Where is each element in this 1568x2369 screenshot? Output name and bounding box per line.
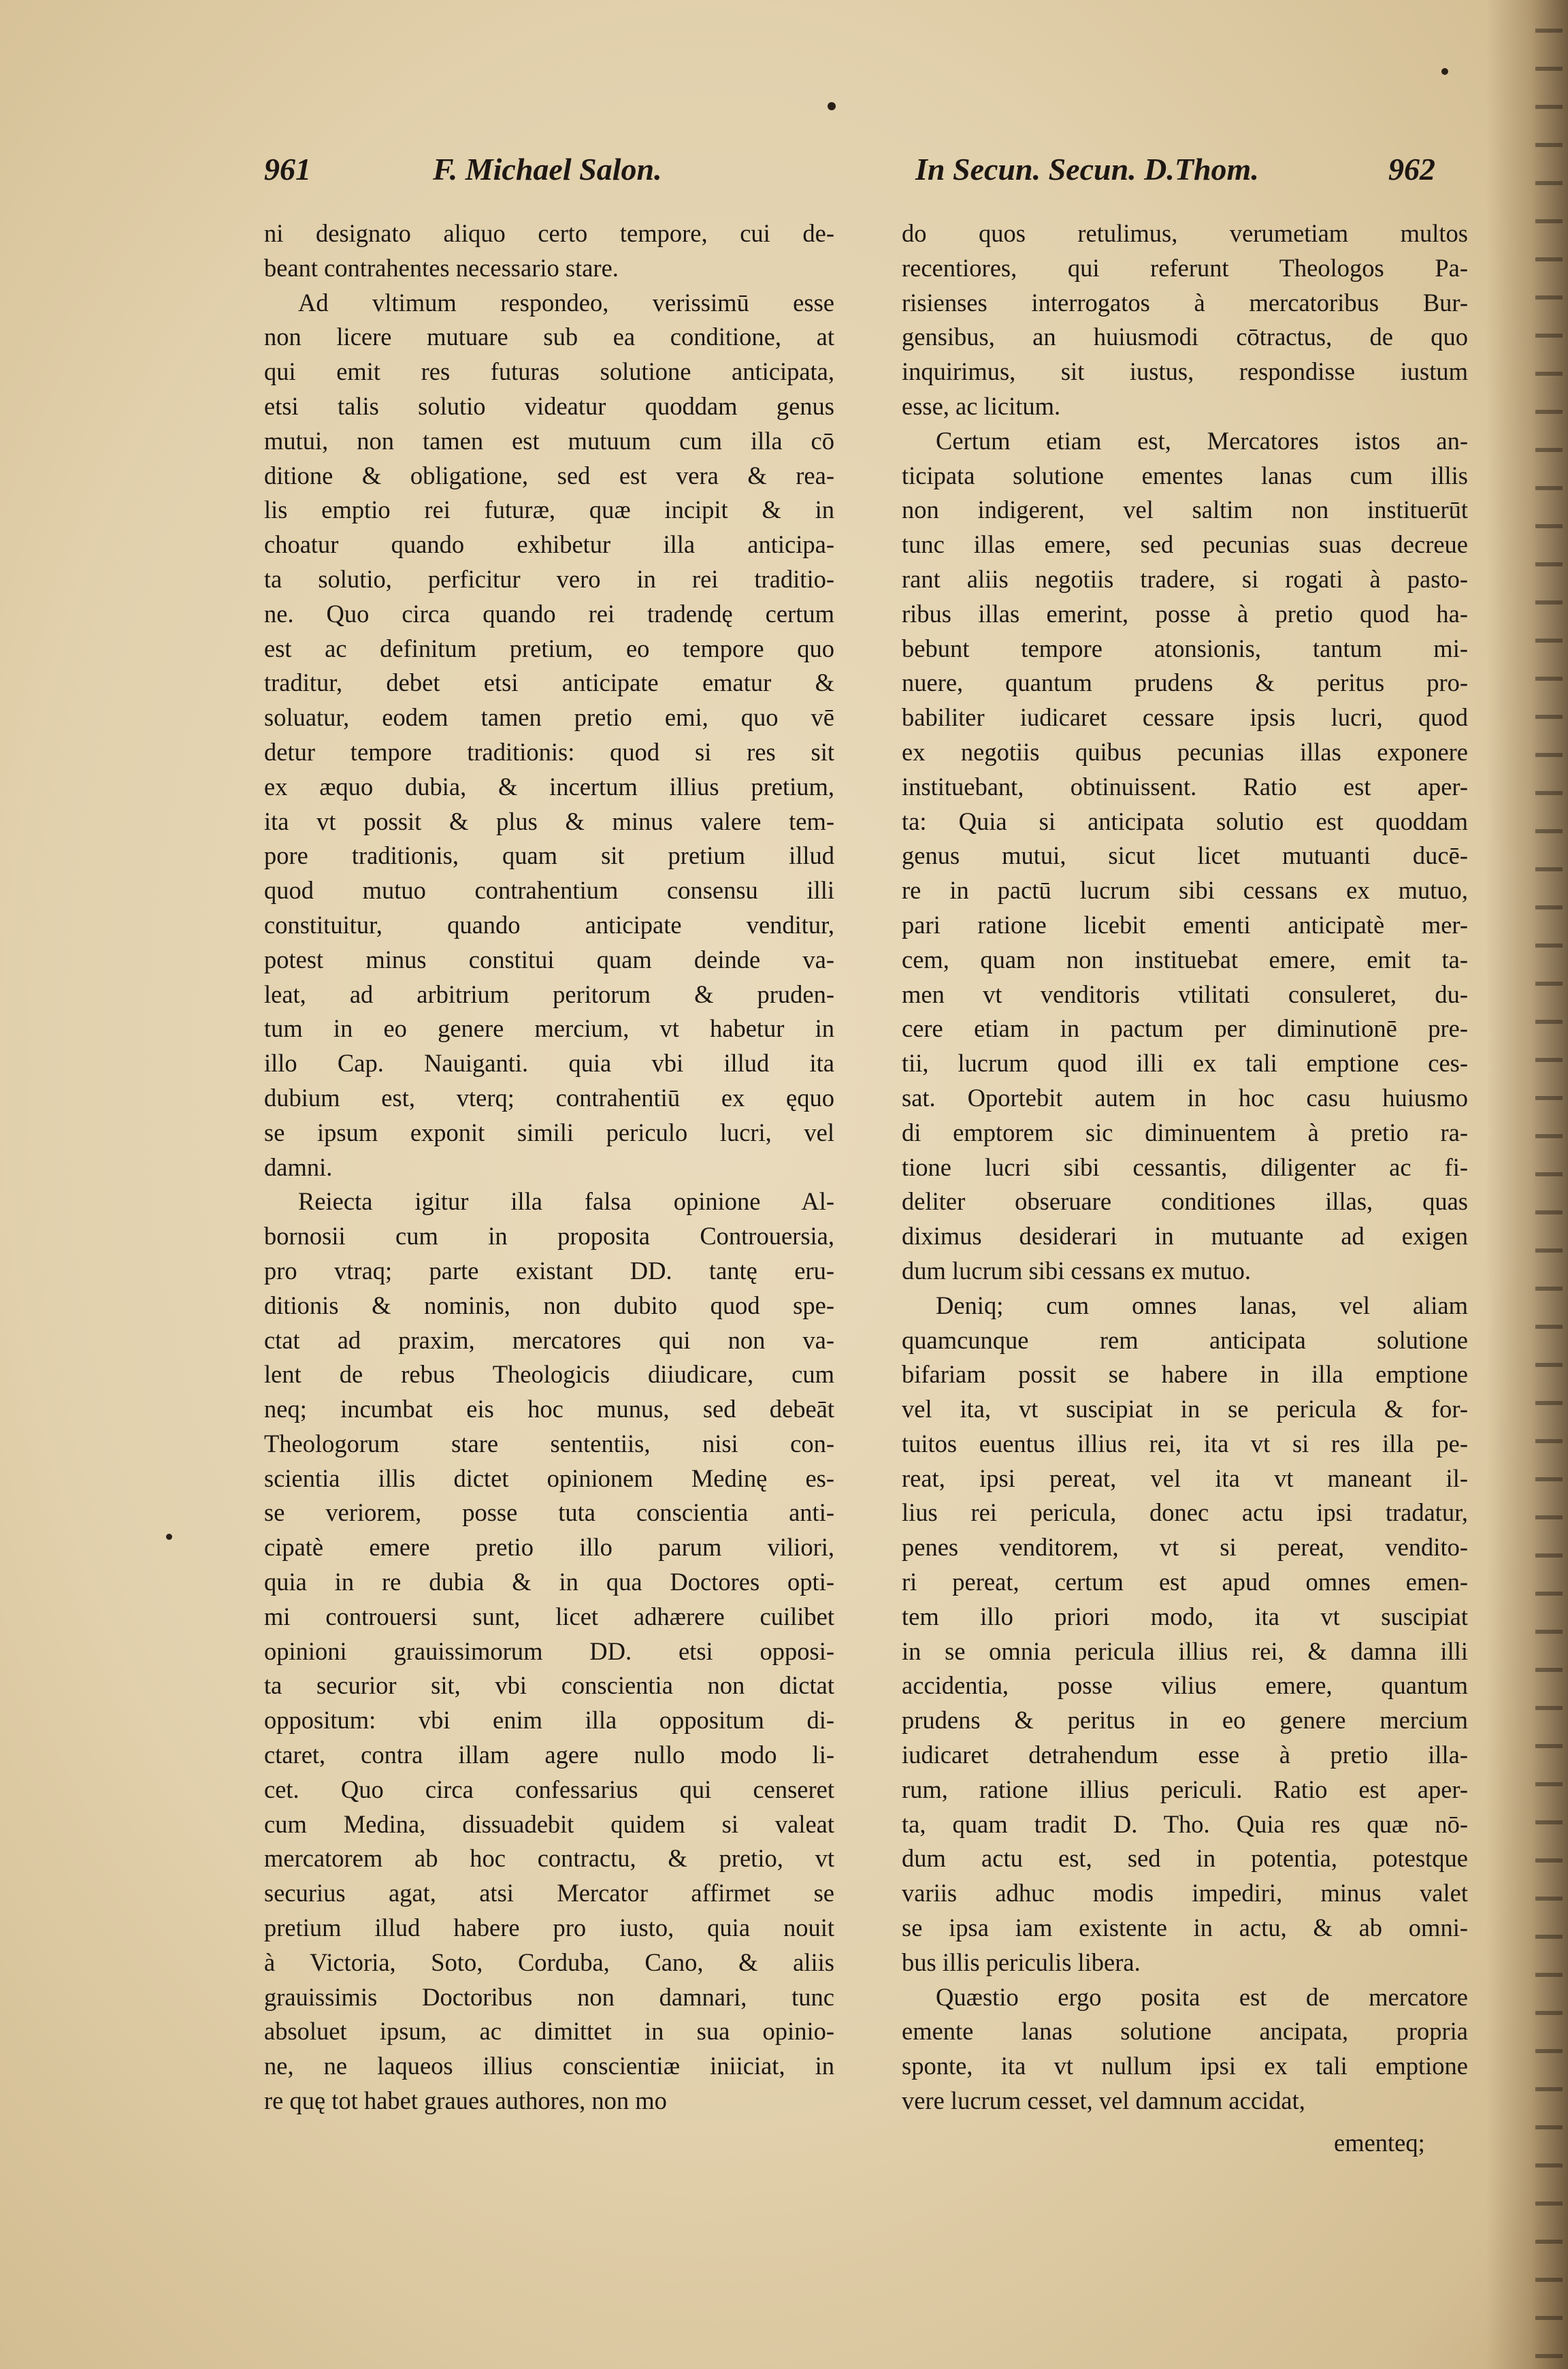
- text-line: non indigerent, vel saltim non instituerūt: [902, 496, 1468, 524]
- ink-spot: [166, 1534, 172, 1540]
- text-line: se ipsa iam existente in actu, & ab omni-: [902, 1914, 1468, 1942]
- text-line: ne. Quo circa quando rei tradendę certum: [264, 599, 834, 628]
- text-line: ex æquo dubia, & incertum illius pretium,: [264, 772, 834, 801]
- text-line: est ac definitum pretium, eo tempore quo: [264, 634, 834, 662]
- text-line: accidentia, posse vilius emere, quantum: [902, 1671, 1468, 1700]
- text-line: men vt venditoris vtilitati consuleret, du-: [902, 980, 1468, 1008]
- right-running-head: In Secun. Secun. D.Thom.: [915, 152, 1259, 187]
- text-line: risienses interrogatos à mercatoribus Bur-: [902, 288, 1468, 317]
- text-line: ne, ne laqueos illius conscientiæ iniiciat, in: [264, 2052, 834, 2080]
- ink-spot: [828, 102, 836, 110]
- text-line: absoluet ipsum, ac dimittet in sua opinio-: [264, 2017, 834, 2046]
- text-line: inquirimus, sit iustus, respondisse iustum: [902, 357, 1468, 386]
- facing-page-edge: [1535, 0, 1563, 2369]
- text-line: quia in re dubia & in qua Doctores opti-: [264, 1568, 834, 1596]
- text-line: ta: Quia si anticipata solutio est quoddam: [902, 807, 1468, 835]
- text-line: prudens & peritus in eo genere mercium: [902, 1706, 1468, 1735]
- text-line: cet. Quo circa confessarius qui censeret: [264, 1775, 834, 1803]
- ink-spot: [1441, 68, 1448, 75]
- text-line: non licere mutuare sub ea conditione, at: [264, 323, 834, 351]
- text-line: ctaret, contra illam agere nullo modo li-: [264, 1741, 834, 1769]
- text-line: damni.: [264, 1153, 333, 1181]
- text-line: constituitur, quando anticipate venditur,: [264, 910, 834, 939]
- text-line: cipatè emere pretio illo parum viliori,: [264, 1533, 834, 1562]
- text-line: iudicaret detrahendum esse à pretio illa-: [902, 1741, 1468, 1769]
- text-line: grauissimis Doctoribus non damnari, tunc: [264, 1982, 834, 2011]
- text-line: à Victoria, Soto, Corduba, Cano, & aliis: [264, 1948, 834, 1976]
- text-line: vel ita, vt suscipiat in se pericula & for-: [902, 1395, 1468, 1423]
- text-line: lent de rebus Theologicis diiudicare, cum: [264, 1360, 834, 1389]
- text-line: re quę tot habet graues authores, non mo: [264, 2086, 667, 2115]
- text-line: emente lanas solutione ancipata, propria: [902, 2017, 1468, 2046]
- text-line: oppositum: vbi enim illa oppositum di-: [264, 1706, 834, 1735]
- text-line: mercatorem ab hoc contractu, & pretio, vt: [264, 1844, 834, 1873]
- text-line: pore traditionis, quam sit pretium illud: [264, 841, 834, 870]
- text-line: se veriorem, posse tuta conscientia anti-: [264, 1498, 834, 1527]
- text-line: bifariam possit se habere in illa emptione: [902, 1360, 1468, 1389]
- text-line: ctat ad praxim, mercatores qui non va-: [264, 1325, 834, 1354]
- text-line: babiliter iudicaret cessare ipsis lucri, quod: [902, 703, 1468, 732]
- text-line: Certum etiam est, Mercatores istos an-: [936, 426, 1468, 455]
- text-line: di emptorem sic diminuentem à pretio ra-: [902, 1118, 1468, 1146]
- text-line: mi controuersi sunt, licet adhærere cuilibet: [264, 1602, 834, 1630]
- text-line: potest minus constitui quam deinde va-: [264, 945, 834, 973]
- text-line: choatur quando exhibetur illa anticipa-: [264, 530, 834, 559]
- right-text-column: [902, 216, 1468, 2118]
- text-line: cum Medina, dissuadebit quidem si valeat: [264, 1809, 834, 1838]
- text-line: tione lucri sibi cessantis, diligenter ac fi-: [902, 1153, 1468, 1181]
- text-line: mutui, non tamen est mutuum cum illa cō: [264, 426, 834, 455]
- text-line: ribus illas emerint, posse à pretio quod ha-: [902, 599, 1468, 628]
- text-line: scientia illis dictet opinionem Medinę es-: [264, 1464, 834, 1492]
- text-line: leat, ad arbitrium peritorum & pruden-: [264, 980, 834, 1008]
- text-line: diximus desiderari in mutuante ad exigen: [902, 1222, 1468, 1251]
- text-line: tuitos euentus illius rei, ita vt si res illa pe-: [902, 1429, 1468, 1457]
- text-line: lis emptio rei futuræ, quæ incipit & in: [264, 496, 834, 524]
- text-line: penes venditorem, vt si pereat, vendito-: [902, 1533, 1468, 1562]
- text-line: variis adhuc modis impediri, minus valet: [902, 1879, 1468, 1907]
- text-line: gensibus, an huiusmodi cōtractus, de quo: [902, 323, 1468, 351]
- text-line: lius rei pericula, donec actu ipsi tradatur,: [902, 1498, 1468, 1527]
- text-line: vere lucrum cesset, vel damnum accidat,: [902, 2086, 1305, 2115]
- text-line: tum in eo genere mercium, vt habetur in: [264, 1014, 834, 1043]
- text-line: reat, ipsi pereat, vel ita vt maneant il-: [902, 1464, 1468, 1492]
- text-line: quod mutuo contrahentium consensu illi: [264, 876, 834, 905]
- text-line: dum lucrum sibi cessans ex mutuo.: [902, 1256, 1251, 1285]
- text-line: traditur, debet etsi anticipate ematur &: [264, 668, 834, 697]
- text-line: bus illis periculis libera.: [902, 1948, 1141, 1976]
- text-line: soluatur, eodem tamen pretio emi, quo vē: [264, 703, 834, 732]
- text-line: opinioni grauissimorum DD. etsi opposi-: [264, 1637, 834, 1665]
- text-line: dum actu est, sed in potentia, potestque: [902, 1844, 1468, 1873]
- text-line: cem, quam non instituebat emere, emit ta-: [902, 945, 1468, 973]
- text-line: Ad vltimum respondeo, verissimū esse: [298, 288, 834, 317]
- text-line: securius agat, atsi Mercator affirmet se: [264, 1879, 834, 1907]
- catchword: ementeq;: [1334, 2129, 1425, 2157]
- text-line: esse, ac licitum.: [902, 391, 1061, 420]
- text-line: beant contrahentes necessario stare.: [264, 253, 619, 282]
- text-line: etsi talis solutio videatur quoddam genus: [264, 391, 834, 420]
- text-line: pro vtraq; parte existant DD. tantę eru-: [264, 1256, 834, 1285]
- text-line: dubium est, vterq; contrahentiū ex ęquo: [264, 1083, 834, 1112]
- text-line: deliter obseruare conditiones illas, quas: [902, 1187, 1468, 1216]
- text-line: genus mutui, sicut licet mutuanti ducē-: [902, 841, 1468, 870]
- text-line: rant aliis negotiis tradere, si rogati à pasto-: [902, 564, 1468, 593]
- text-line: in se omnia pericula illius rei, & damna illi: [902, 1637, 1468, 1665]
- text-line: re in pactū lucrum sibi cessans ex mutuo,: [902, 876, 1468, 905]
- text-line: ditionis & nominis, non dubito quod spe-: [264, 1291, 834, 1319]
- text-line: do quos retulimus, verumetiam multos: [902, 219, 1468, 247]
- text-line: pretium illud habere pro iusto, quia nouit: [264, 1914, 834, 1942]
- text-line: ta, quam tradit D. Tho. Quia res quæ nō-: [902, 1809, 1468, 1838]
- text-line: illo Cap. Nauiganti. quia vbi illud ita: [264, 1049, 834, 1078]
- text-line: Quæstio ergo posita est de mercatore: [936, 1982, 1468, 2011]
- text-line: sponte, ita vt nullum ipsi ex tali emptione: [902, 2052, 1468, 2080]
- text-line: ditione & obligatione, sed est vera & rea-: [264, 461, 834, 489]
- text-line: bornosii cum in proposita Controuersia,: [264, 1222, 834, 1251]
- text-line: neq; incumbat eis hoc munus, sed debeāt: [264, 1395, 834, 1423]
- text-line: se ipsum exponit simili periculo lucri, vel: [264, 1118, 834, 1146]
- text-line: instituebant, obtinuissent. Ratio est aper-: [902, 772, 1468, 801]
- text-line: tunc illas emere, sed pecunias suas decreue: [902, 530, 1468, 559]
- text-line: sat. Oportebit autem in hoc casu huiusmo: [902, 1083, 1468, 1112]
- text-line: qui emit res futuras solutione anticipata,: [264, 357, 834, 386]
- text-line: Deniq; cum omnes lanas, vel aliam: [936, 1291, 1468, 1319]
- text-line: ex negotiis quibus pecunias illas exponere: [902, 737, 1468, 766]
- text-line: rum, ratione illius periculi. Ratio est aper-: [902, 1775, 1468, 1803]
- text-line: Theologorum stare sententiis, nisi con-: [264, 1429, 834, 1457]
- text-line: cere etiam in pactum per diminutionē pre-: [902, 1014, 1468, 1043]
- text-line: detur tempore traditionis: quod si res sit: [264, 737, 834, 766]
- text-line: ita vt possit & plus & minus valere tem-: [264, 807, 834, 835]
- left-text-column: [264, 216, 834, 2118]
- left-running-head: F. Michael Salon.: [433, 152, 662, 187]
- text-line: ticipata solutione ementes lanas cum illis: [902, 461, 1468, 489]
- text-line: tem illo priori modo, ita vt suscipiat: [902, 1602, 1468, 1630]
- text-line: ta securior sit, vbi conscientia non dictat: [264, 1671, 834, 1700]
- text-line: ni designato aliquo certo tempore, cui de-: [264, 219, 834, 247]
- text-line: bebunt tempore atonsionis, tantum mi-: [902, 634, 1468, 662]
- text-line: tii, lucrum quod illi ex tali emptione ces-: [902, 1049, 1468, 1078]
- text-line: nuere, quantum prudens & peritus pro-: [902, 668, 1468, 697]
- text-line: quamcunque rem anticipata solutione: [902, 1325, 1468, 1354]
- text-line: Reiecta igitur illa falsa opinione Al-: [298, 1187, 834, 1216]
- text-line: recentiores, qui referunt Theologos Pa-: [902, 253, 1468, 282]
- text-line: ri pereat, certum est apud omnes emen-: [902, 1568, 1468, 1596]
- text-line: pari ratione licebit ementi anticipatè mer-: [902, 910, 1468, 939]
- left-page-number: 961: [264, 152, 311, 187]
- text-line: ta solutio, perficitur vero in rei traditio-: [264, 564, 834, 593]
- right-page-number: 962: [1388, 152, 1435, 187]
